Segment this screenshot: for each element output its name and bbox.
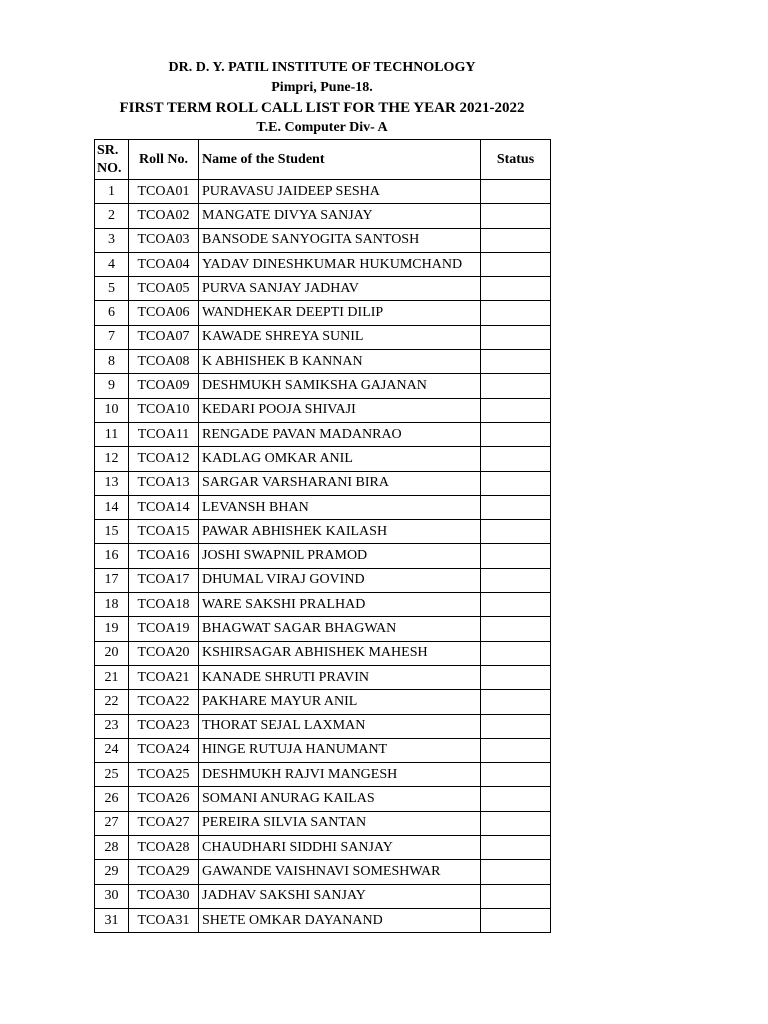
table-row <box>95 422 551 446</box>
roll-no-cell: TCOA27 <box>129 811 199 835</box>
student-name-cell: DESHMUKH RAJVI MANGESH <box>199 763 481 787</box>
table-body <box>95 180 551 933</box>
student-name-cell: KADLAG OMKAR ANIL <box>199 447 481 471</box>
roll-no-cell: TCOA17 <box>129 568 199 592</box>
status-cell <box>481 447 551 471</box>
status-cell <box>481 398 551 422</box>
student-name-cell: BANSODE SANYOGITA SANTOSH <box>199 228 481 252</box>
student-name-cell: PEREIRA SILVIA SANTAN <box>199 811 481 835</box>
sr-cell: 16 <box>95 544 129 568</box>
table-row <box>95 884 551 908</box>
roll-no-cell: TCOA05 <box>129 277 199 301</box>
sr-cell: 22 <box>95 690 129 714</box>
status-cell <box>481 908 551 932</box>
roll-no-cell: TCOA13 <box>129 471 199 495</box>
roll-no-cell: TCOA24 <box>129 738 199 762</box>
status-cell <box>481 520 551 544</box>
roll-no-cell: TCOA19 <box>129 617 199 641</box>
student-name-cell: DESHMUKH SAMIKSHA GAJANAN <box>199 374 481 398</box>
sr-cell: 20 <box>95 641 129 665</box>
sr-cell: 25 <box>95 763 129 787</box>
roll-no-cell: TCOA09 <box>129 374 199 398</box>
status-cell <box>481 544 551 568</box>
roll-no-cell: TCOA06 <box>129 301 199 325</box>
header-student-name: Name of the Student <box>199 140 481 180</box>
student-name-cell: SARGAR VARSHARANI BIRA <box>199 471 481 495</box>
roll-no-cell: TCOA11 <box>129 422 199 446</box>
status-cell <box>481 690 551 714</box>
sr-cell: 7 <box>95 325 129 349</box>
sr-cell: 13 <box>95 471 129 495</box>
sr-cell: 29 <box>95 860 129 884</box>
sr-cell: 15 <box>95 520 129 544</box>
sr-cell: 18 <box>95 593 129 617</box>
student-name-cell: PURAVASU JAIDEEP SESHA <box>199 180 481 204</box>
header-status: Status <box>481 140 551 180</box>
roll-no-cell: TCOA22 <box>129 690 199 714</box>
table-row <box>95 447 551 471</box>
roll-no-cell: TCOA21 <box>129 665 199 689</box>
table-row <box>95 520 551 544</box>
status-cell <box>481 811 551 835</box>
sr-cell: 11 <box>95 422 129 446</box>
table-row <box>95 325 551 349</box>
student-name-cell: KAWADE SHREYA SUNIL <box>199 325 481 349</box>
table-row <box>95 228 551 252</box>
student-name-cell: WARE SAKSHI PRALHAD <box>199 593 481 617</box>
sr-cell: 10 <box>95 398 129 422</box>
student-name-cell: JOSHI SWAPNIL PRAMOD <box>199 544 481 568</box>
roll-no-cell: TCOA31 <box>129 908 199 932</box>
institute-name: DR. D. Y. PATIL INSTITUTE OF TECHNOLOGY <box>168 60 476 75</box>
status-cell <box>481 325 551 349</box>
table-row <box>95 301 551 325</box>
student-name-cell: WANDHEKAR DEEPTI DILIP <box>199 301 481 325</box>
status-cell <box>481 422 551 446</box>
table-row <box>95 374 551 398</box>
status-cell <box>481 617 551 641</box>
table-row <box>95 471 551 495</box>
roll-no-cell: TCOA14 <box>129 495 199 519</box>
status-cell <box>481 277 551 301</box>
roll-no-cell: TCOA15 <box>129 520 199 544</box>
table-row <box>95 277 551 301</box>
student-name-cell: PAWAR ABHISHEK KAILASH <box>199 520 481 544</box>
institute-location: Pimpri, Pune-18. <box>271 80 373 95</box>
student-name-cell: KEDARI POOJA SHIVAJI <box>199 398 481 422</box>
student-name-cell: RENGADE PAVAN MADANRAO <box>199 422 481 446</box>
roll-no-cell: TCOA12 <box>129 447 199 471</box>
status-cell <box>481 204 551 228</box>
sr-cell: 3 <box>95 228 129 252</box>
sr-cell: 9 <box>95 374 129 398</box>
student-name-cell: PURVA SANJAY JADHAV <box>199 277 481 301</box>
student-name-cell: JADHAV SAKSHI SANJAY <box>199 884 481 908</box>
status-cell <box>481 350 551 374</box>
header-sr-line1: SR. <box>97 142 119 158</box>
table-row <box>95 908 551 932</box>
status-cell <box>481 836 551 860</box>
table-row <box>95 593 551 617</box>
status-cell <box>481 228 551 252</box>
roll-no-cell: TCOA07 <box>129 325 199 349</box>
sr-cell: 21 <box>95 665 129 689</box>
student-name-cell: BHAGWAT SAGAR BHAGWAN <box>199 617 481 641</box>
sr-cell: 2 <box>95 204 129 228</box>
student-name-cell: THORAT SEJAL LAXMAN <box>199 714 481 738</box>
student-name-cell: SHETE OMKAR DAYANAND <box>199 908 481 932</box>
sr-cell: 5 <box>95 277 129 301</box>
table-row <box>95 398 551 422</box>
student-name-cell: PAKHARE MAYUR ANIL <box>199 690 481 714</box>
roll-no-cell: TCOA26 <box>129 787 199 811</box>
roll-no-cell: TCOA20 <box>129 641 199 665</box>
status-cell <box>481 180 551 204</box>
student-name-cell: K ABHISHEK B KANNAN <box>199 350 481 374</box>
roll-no-cell: TCOA04 <box>129 252 199 276</box>
sr-cell: 28 <box>95 836 129 860</box>
student-name-cell: CHAUDHARI SIDDHI SANJAY <box>199 836 481 860</box>
roll-call-table <box>94 139 551 933</box>
table-row <box>95 252 551 276</box>
status-cell <box>481 593 551 617</box>
roll-no-cell: TCOA01 <box>129 180 199 204</box>
header-sr-line2: NO. <box>97 160 122 176</box>
student-name-cell: SOMANI ANURAG KAILAS <box>199 787 481 811</box>
table-row <box>95 787 551 811</box>
student-name-cell: KANADE SHRUTI PRAVIN <box>199 665 481 689</box>
sr-cell: 19 <box>95 617 129 641</box>
sr-cell: 6 <box>95 301 129 325</box>
sr-cell: 12 <box>95 447 129 471</box>
student-name-cell: GAWANDE VAISHNAVI SOMESHWAR <box>199 860 481 884</box>
status-cell <box>481 714 551 738</box>
status-cell <box>481 787 551 811</box>
sr-cell: 30 <box>95 884 129 908</box>
roll-no-cell: TCOA02 <box>129 204 199 228</box>
student-name-cell: MANGATE DIVYA SANJAY <box>199 204 481 228</box>
sr-cell: 17 <box>95 568 129 592</box>
status-cell <box>481 374 551 398</box>
sr-cell: 26 <box>95 787 129 811</box>
status-cell <box>481 665 551 689</box>
student-name-cell: DHUMAL VIRAJ GOVIND <box>199 568 481 592</box>
sr-cell: 14 <box>95 495 129 519</box>
roll-no-cell: TCOA23 <box>129 714 199 738</box>
header-sr-no <box>95 140 129 180</box>
status-cell <box>481 860 551 884</box>
status-cell <box>481 884 551 908</box>
roll-no-cell: TCOA08 <box>129 350 199 374</box>
class-division: T.E. Computer Div- A <box>256 120 388 135</box>
status-cell <box>481 495 551 519</box>
table-row <box>95 544 551 568</box>
sr-cell: 27 <box>95 811 129 835</box>
status-cell <box>481 763 551 787</box>
table-row <box>95 811 551 835</box>
sr-cell: 1 <box>95 180 129 204</box>
roll-no-cell: TCOA29 <box>129 860 199 884</box>
table-row <box>95 738 551 762</box>
sr-cell: 23 <box>95 714 129 738</box>
header-roll-no: Roll No. <box>129 140 199 180</box>
status-cell <box>481 738 551 762</box>
sr-cell: 31 <box>95 908 129 932</box>
sr-cell: 8 <box>95 350 129 374</box>
status-cell <box>481 252 551 276</box>
sr-cell: 24 <box>95 738 129 762</box>
sr-cell: 4 <box>95 252 129 276</box>
table-row <box>95 568 551 592</box>
roll-no-cell: TCOA03 <box>129 228 199 252</box>
table-row <box>95 617 551 641</box>
table-row <box>95 714 551 738</box>
roll-no-cell: TCOA28 <box>129 836 199 860</box>
table-row <box>95 350 551 374</box>
table-row <box>95 665 551 689</box>
table-row <box>95 836 551 860</box>
table-row <box>95 180 551 204</box>
status-cell <box>481 641 551 665</box>
table-row <box>95 860 551 884</box>
table-row <box>95 204 551 228</box>
student-name-cell: HINGE RUTUJA HANUMANT <box>199 738 481 762</box>
table-row <box>95 641 551 665</box>
roll-no-cell: TCOA30 <box>129 884 199 908</box>
roll-no-cell: TCOA16 <box>129 544 199 568</box>
document-header <box>0 58 644 138</box>
status-cell <box>481 301 551 325</box>
student-name-cell: LEVANSH BHAN <box>199 495 481 519</box>
roll-no-cell: TCOA18 <box>129 593 199 617</box>
student-name-cell: YADAV DINESHKUMAR HUKUMCHAND <box>199 252 481 276</box>
list-title: FIRST TERM ROLL CALL LIST FOR THE YEAR 2021-2022 <box>119 100 525 116</box>
status-cell <box>481 471 551 495</box>
roll-no-cell: TCOA10 <box>129 398 199 422</box>
table-header-row <box>95 140 551 180</box>
status-cell <box>481 568 551 592</box>
table-row <box>95 495 551 519</box>
table-row <box>95 690 551 714</box>
table-row <box>95 763 551 787</box>
roll-no-cell: TCOA25 <box>129 763 199 787</box>
student-name-cell: KSHIRSAGAR ABHISHEK MAHESH <box>199 641 481 665</box>
